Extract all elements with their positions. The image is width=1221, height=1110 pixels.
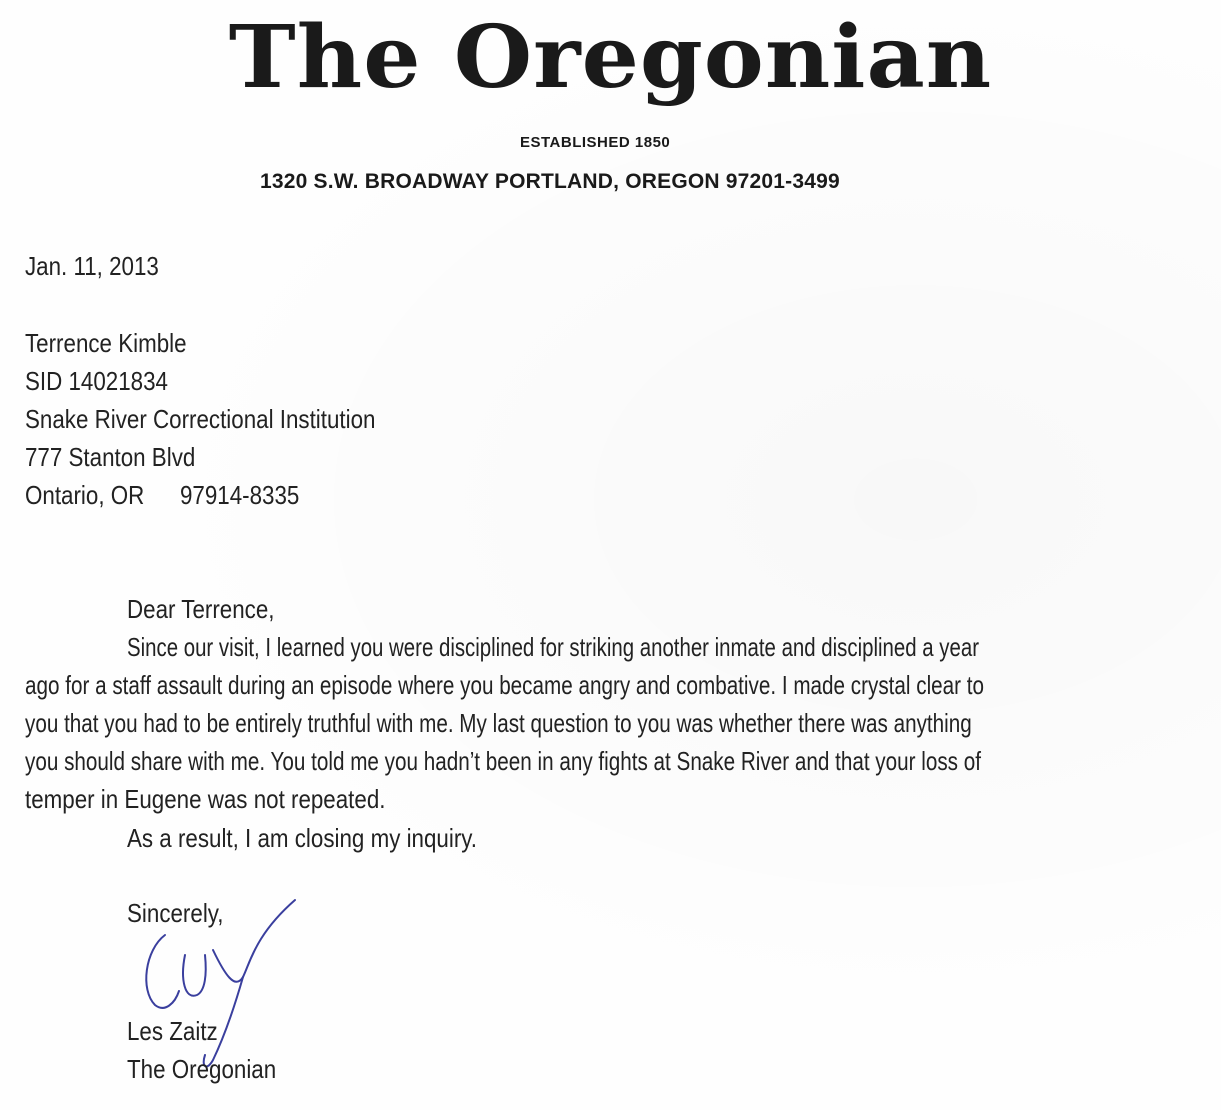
signer-organization: The Oregonian <box>127 1054 277 1084</box>
established-line: ESTABLISHED 1850 <box>520 134 671 151</box>
body-line: you should share with me. You told me you hadn’t been in any fights at Snake River and that your loss of <box>25 746 981 776</box>
closing-paragraph: As a result, I am closing my inquiry. <box>127 823 478 853</box>
body-line: you that you had to be entirely truthful with me. My last question to you was whether there was anything <box>25 708 972 738</box>
masthead-title: The Oregonian <box>228 6 993 108</box>
recipient-sid: SID 14021834 <box>25 366 168 396</box>
recipient-institution: Snake River Correctional Institution <box>25 404 376 434</box>
recipient-zip: 97914-8335 <box>180 480 300 510</box>
salutation: Dear Terrence, <box>127 594 275 624</box>
letterhead-address: 1320 S.W. BROADWAY PORTLAND, OREGON 97201-3499 <box>260 170 840 193</box>
recipient-street: 777 Stanton Blvd <box>25 442 196 472</box>
letter-date: Jan. 11, 2013 <box>25 251 159 281</box>
signer-name: Les Zaitz <box>127 1016 218 1046</box>
body-line: Since our visit, I learned you were disciplined for striking another inmate and disciplined a year <box>127 632 980 662</box>
valediction: Sincerely, <box>127 898 224 928</box>
recipient-name: Terrence Kimble <box>25 328 187 358</box>
signature-mark <box>135 895 305 1075</box>
body-line: ago for a staff assault during an episode where you became angry and combative. I made crystal clear to <box>25 670 985 700</box>
body-line: temper in Eugene was not repeated. <box>25 784 386 814</box>
recipient-city-state: Ontario, OR <box>25 480 145 510</box>
